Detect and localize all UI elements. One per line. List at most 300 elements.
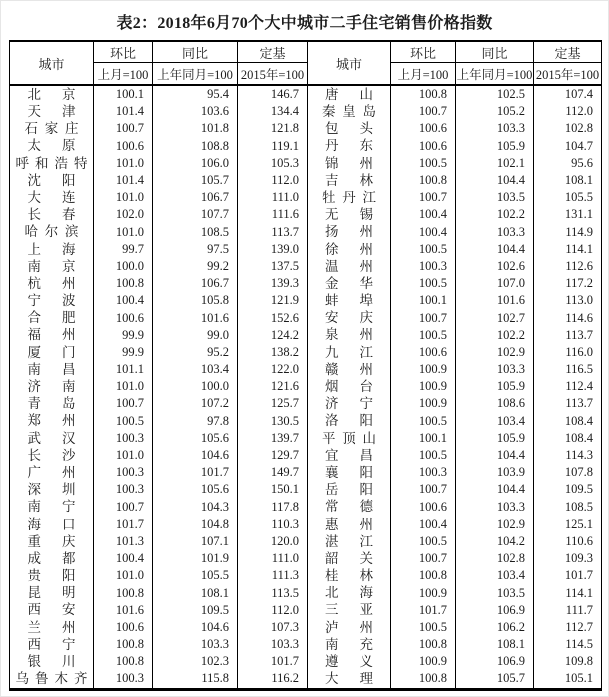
yoy-index-value: 105.8 xyxy=(153,292,238,309)
city-cell xyxy=(10,344,94,361)
city-cell xyxy=(10,206,94,223)
city-cell xyxy=(10,602,94,619)
yoy-index-value: 107.1 xyxy=(153,533,238,550)
fixed-base-index-value: 112.0 xyxy=(238,172,308,189)
mom-index-value: 100.3 xyxy=(391,464,456,481)
fixed-base-index-value: 124.2 xyxy=(238,327,308,344)
table-row xyxy=(10,670,602,689)
city-name: 西 安 xyxy=(27,602,76,618)
header-mom-right: 环比 xyxy=(391,41,456,63)
city-name: 长 沙 xyxy=(27,447,76,463)
yoy-index-value: 103.4 xyxy=(456,413,534,430)
fixed-base-index-value: 112.0 xyxy=(534,103,602,120)
fixed-base-index-value: 131.1 xyxy=(534,206,602,223)
yoy-index-value: 106.7 xyxy=(153,275,238,292)
mom-index-value: 100.6 xyxy=(94,309,153,326)
yoy-index-value: 103.3 xyxy=(153,636,238,653)
yoy-index-value: 102.6 xyxy=(456,258,534,275)
yoy-index-value: 102.2 xyxy=(456,206,534,223)
fixed-base-index-value: 111.0 xyxy=(238,550,308,567)
mom-index-value: 100.5 xyxy=(391,413,456,430)
fixed-base-index-value: 113.7 xyxy=(534,327,602,344)
mom-index-value: 100.6 xyxy=(391,120,456,137)
mom-index-value: 101.0 xyxy=(94,567,153,584)
mom-index-value: 100.5 xyxy=(391,155,456,172)
header-yoy-base-right: 上年同月=100 xyxy=(456,63,534,86)
mom-index-value: 100.6 xyxy=(391,138,456,155)
yoy-index-value: 99.0 xyxy=(153,327,238,344)
yoy-index-value: 101.6 xyxy=(153,309,238,326)
city-name: 蚌 埠 xyxy=(325,293,373,309)
header-mom-left: 环比 xyxy=(94,41,153,63)
city-name: 吉 林 xyxy=(325,172,373,188)
mom-index-value: 100.5 xyxy=(391,275,456,292)
yoy-index-value: 108.6 xyxy=(456,395,534,412)
fixed-base-index-value: 111.0 xyxy=(238,189,308,206)
fixed-base-index-value: 102.8 xyxy=(534,120,602,137)
yoy-index-value: 103.3 xyxy=(456,499,534,516)
fixed-base-index-value: 113.7 xyxy=(534,395,602,412)
city-cell xyxy=(308,224,391,241)
mom-index-value: 101.0 xyxy=(94,378,153,395)
yoy-index-value: 106.2 xyxy=(456,619,534,636)
city-name: 宜 昌 xyxy=(325,447,373,463)
table-row xyxy=(10,481,602,498)
city-name: 泉 州 xyxy=(325,327,373,343)
table-row xyxy=(10,602,602,619)
city-cell xyxy=(308,447,391,464)
fixed-base-index-value: 108.5 xyxy=(534,499,602,516)
fixed-base-index-value: 150.1 xyxy=(238,481,308,498)
city-name: 海 口 xyxy=(27,516,76,532)
yoy-index-value: 107.0 xyxy=(456,275,534,292)
city-cell xyxy=(10,464,94,481)
city-name: 秦 皇 岛 xyxy=(322,104,376,120)
yoy-index-value: 106.9 xyxy=(456,653,534,670)
city-cell xyxy=(308,395,391,412)
city-cell xyxy=(308,533,391,550)
city-cell xyxy=(308,241,391,258)
fixed-base-index-value: 105.1 xyxy=(534,670,602,689)
yoy-index-value: 103.6 xyxy=(153,103,238,120)
mom-index-value: 101.4 xyxy=(94,172,153,189)
city-name: 烟 台 xyxy=(325,379,373,395)
fixed-base-index-value: 139.7 xyxy=(238,430,308,447)
mom-index-value: 100.9 xyxy=(391,361,456,378)
fixed-base-index-value: 103.3 xyxy=(238,636,308,653)
yoy-index-value: 95.2 xyxy=(153,344,238,361)
fixed-base-index-value: 113.7 xyxy=(238,224,308,241)
yoy-index-value: 102.7 xyxy=(456,309,534,326)
city-name: 桂 林 xyxy=(325,568,373,584)
mom-index-value: 100.7 xyxy=(94,120,153,137)
mom-index-value: 99.7 xyxy=(94,241,153,258)
yoy-index-value: 104.6 xyxy=(153,447,238,464)
city-name: 大 理 xyxy=(325,671,373,687)
city-name: 洛 阳 xyxy=(325,413,373,429)
city-name: 温 州 xyxy=(325,258,373,274)
city-cell xyxy=(10,172,94,189)
city-cell xyxy=(308,481,391,498)
fixed-base-index-value: 119.1 xyxy=(238,138,308,155)
table-row xyxy=(10,516,602,533)
city-cell xyxy=(308,103,391,120)
table-row xyxy=(10,395,602,412)
city-cell xyxy=(308,413,391,430)
header-fixed-base-left: 2015年=100 xyxy=(238,63,308,86)
yoy-index-value: 101.9 xyxy=(153,550,238,567)
yoy-index-value: 105.6 xyxy=(153,481,238,498)
fixed-base-index-value: 109.3 xyxy=(534,550,602,567)
city-name: 西 宁 xyxy=(27,636,76,652)
mom-index-value: 100.8 xyxy=(391,85,456,103)
mom-index-value: 100.8 xyxy=(391,172,456,189)
mom-index-value: 100.6 xyxy=(391,344,456,361)
header-city-right: 城市 xyxy=(308,41,391,85)
table-row xyxy=(10,155,602,172)
city-cell xyxy=(308,309,391,326)
city-cell xyxy=(10,292,94,309)
city-cell xyxy=(308,516,391,533)
yoy-index-value: 104.6 xyxy=(153,619,238,636)
mom-index-value: 100.3 xyxy=(94,670,153,689)
fixed-base-index-value: 109.5 xyxy=(534,481,602,498)
city-name: 济 南 xyxy=(27,379,76,395)
yoy-index-value: 105.7 xyxy=(456,670,534,689)
yoy-index-value: 105.9 xyxy=(456,138,534,155)
mom-index-value: 101.3 xyxy=(94,533,153,550)
fixed-base-index-value: 112.0 xyxy=(238,602,308,619)
mom-index-value: 100.8 xyxy=(94,636,153,653)
yoy-index-value: 106.0 xyxy=(153,155,238,172)
mom-index-value: 101.1 xyxy=(94,361,153,378)
city-cell xyxy=(308,361,391,378)
fixed-base-index-value: 107.3 xyxy=(238,619,308,636)
city-cell xyxy=(10,550,94,567)
city-name: 上 海 xyxy=(27,241,76,257)
fixed-base-index-value: 113.0 xyxy=(534,292,602,309)
fixed-base-index-value: 138.2 xyxy=(238,344,308,361)
yoy-index-value: 102.8 xyxy=(456,550,534,567)
city-name: 厦 门 xyxy=(27,344,76,360)
header-yoy-left: 同比 xyxy=(153,41,238,63)
mom-index-value: 101.7 xyxy=(391,602,456,619)
city-name: 青 岛 xyxy=(27,396,76,412)
mom-index-value: 100.8 xyxy=(94,584,153,601)
fixed-base-index-value: 111.3 xyxy=(238,567,308,584)
fixed-base-index-value: 134.4 xyxy=(238,103,308,120)
yoy-index-value: 105.6 xyxy=(153,430,238,447)
yoy-index-value: 103.9 xyxy=(456,464,534,481)
yoy-index-value: 104.4 xyxy=(456,172,534,189)
city-cell xyxy=(10,481,94,498)
table-row xyxy=(10,464,602,481)
table-row xyxy=(10,533,602,550)
city-cell xyxy=(10,275,94,292)
city-cell xyxy=(10,138,94,155)
fixed-base-index-value: 95.6 xyxy=(534,155,602,172)
mom-index-value: 100.3 xyxy=(391,258,456,275)
city-name: 石 家 庄 xyxy=(24,121,79,137)
city-cell xyxy=(10,327,94,344)
mom-index-value: 100.1 xyxy=(391,430,456,447)
mom-index-value: 100.8 xyxy=(94,275,153,292)
city-cell xyxy=(10,533,94,550)
table-row xyxy=(10,550,602,567)
yoy-index-value: 104.4 xyxy=(456,447,534,464)
page-title: 表2：2018年6月70个大中城市二手住宅销售价格指数 xyxy=(116,15,493,32)
table-row xyxy=(10,636,602,653)
yoy-index-value: 101.7 xyxy=(153,464,238,481)
city-name: 济 宁 xyxy=(325,396,373,412)
yoy-index-value: 102.5 xyxy=(456,85,534,103)
mom-index-value: 100.4 xyxy=(94,292,153,309)
mom-index-value: 101.0 xyxy=(94,447,153,464)
fixed-base-index-value: 109.8 xyxy=(534,653,602,670)
table-row xyxy=(10,275,602,292)
city-cell xyxy=(308,567,391,584)
table-row xyxy=(10,430,602,447)
city-name: 韶 关 xyxy=(325,550,373,566)
mom-index-value: 100.7 xyxy=(391,550,456,567)
mom-index-value: 100.7 xyxy=(391,189,456,206)
city-cell xyxy=(10,378,94,395)
fixed-base-index-value: 113.5 xyxy=(238,584,308,601)
city-cell xyxy=(10,584,94,601)
city-cell xyxy=(308,670,391,689)
city-name: 常 德 xyxy=(325,499,373,515)
city-name: 南 宁 xyxy=(27,499,76,515)
yoy-index-value: 101.8 xyxy=(153,120,238,137)
yoy-index-value: 104.3 xyxy=(153,499,238,516)
city-name: 南 充 xyxy=(325,636,373,652)
yoy-index-value: 97.5 xyxy=(153,241,238,258)
city-cell xyxy=(308,275,391,292)
table-row xyxy=(10,206,602,223)
yoy-index-value: 108.5 xyxy=(153,224,238,241)
city-name: 宁 波 xyxy=(27,293,76,309)
city-cell xyxy=(308,378,391,395)
mom-index-value: 100.5 xyxy=(391,447,456,464)
header-fixed-right: 定基 xyxy=(534,41,602,63)
fixed-base-index-value: 114.9 xyxy=(534,224,602,241)
fixed-base-index-value: 146.7 xyxy=(238,85,308,103)
city-name: 郑 州 xyxy=(27,413,76,429)
yoy-index-value: 102.9 xyxy=(456,344,534,361)
fixed-base-index-value: 107.8 xyxy=(534,464,602,481)
yoy-index-value: 106.7 xyxy=(153,189,238,206)
table-row xyxy=(10,499,602,516)
city-cell xyxy=(10,636,94,653)
table-row xyxy=(10,120,602,137)
table-row xyxy=(10,85,602,103)
city-cell xyxy=(10,395,94,412)
city-name: 杭 州 xyxy=(27,275,76,291)
fixed-base-index-value: 101.7 xyxy=(238,653,308,670)
mom-index-value: 100.0 xyxy=(94,258,153,275)
table-row xyxy=(10,189,602,206)
fixed-base-index-value: 112.4 xyxy=(534,378,602,395)
city-name: 襄 阳 xyxy=(325,464,373,480)
yoy-index-value: 109.5 xyxy=(153,602,238,619)
fixed-base-index-value: 111.6 xyxy=(238,206,308,223)
fixed-base-index-value: 110.3 xyxy=(238,516,308,533)
mom-index-value: 101.0 xyxy=(94,155,153,172)
mom-index-value: 102.0 xyxy=(94,206,153,223)
yoy-index-value: 108.8 xyxy=(153,138,238,155)
city-name: 九 江 xyxy=(325,344,373,360)
city-name: 南 昌 xyxy=(27,361,76,377)
mom-index-value: 99.9 xyxy=(94,344,153,361)
mom-index-value: 100.7 xyxy=(94,499,153,516)
city-name: 平 顶 山 xyxy=(322,430,376,446)
city-cell xyxy=(10,258,94,275)
mom-index-value: 100.5 xyxy=(391,241,456,258)
fixed-base-index-value: 114.3 xyxy=(534,447,602,464)
yoy-index-value: 104.2 xyxy=(456,533,534,550)
fixed-base-index-value: 110.6 xyxy=(534,533,602,550)
header-fixed-base-right: 2015年=100 xyxy=(534,63,602,86)
city-name: 三 亚 xyxy=(325,602,373,618)
yoy-index-value: 105.5 xyxy=(153,567,238,584)
mom-index-value: 101.0 xyxy=(94,189,153,206)
table-row xyxy=(10,361,602,378)
mom-index-value: 100.8 xyxy=(391,567,456,584)
yoy-index-value: 102.1 xyxy=(456,155,534,172)
yoy-index-value: 103.5 xyxy=(456,189,534,206)
mom-index-value: 101.7 xyxy=(94,516,153,533)
city-name: 南 京 xyxy=(27,258,76,274)
yoy-index-value: 104.4 xyxy=(456,481,534,498)
mom-index-value: 100.4 xyxy=(391,224,456,241)
city-cell xyxy=(308,138,391,155)
fixed-base-index-value: 101.7 xyxy=(534,567,602,584)
mom-index-value: 100.8 xyxy=(391,636,456,653)
fixed-base-index-value: 139.0 xyxy=(238,241,308,258)
city-cell xyxy=(308,602,391,619)
mom-index-value: 100.9 xyxy=(391,395,456,412)
header-fixed-left: 定基 xyxy=(238,41,308,63)
city-cell xyxy=(10,516,94,533)
city-name: 大 连 xyxy=(27,189,76,205)
mom-index-value: 100.3 xyxy=(94,430,153,447)
city-cell xyxy=(308,292,391,309)
mom-index-value: 100.7 xyxy=(391,309,456,326)
fixed-base-index-value: 104.7 xyxy=(534,138,602,155)
mom-index-value: 100.5 xyxy=(391,619,456,636)
city-name: 唐 山 xyxy=(325,86,373,102)
city-cell xyxy=(308,120,391,137)
mom-index-value: 100.4 xyxy=(391,516,456,533)
mom-index-value: 100.7 xyxy=(94,395,153,412)
city-name: 泸 州 xyxy=(325,619,373,635)
city-cell xyxy=(308,327,391,344)
fixed-base-index-value: 139.3 xyxy=(238,275,308,292)
yoy-index-value: 102.9 xyxy=(456,516,534,533)
city-cell xyxy=(10,413,94,430)
mom-index-value: 100.1 xyxy=(94,85,153,103)
city-name: 沈 阳 xyxy=(27,172,76,188)
table-row xyxy=(10,447,602,464)
city-cell xyxy=(10,85,94,103)
fixed-base-index-value: 117.2 xyxy=(534,275,602,292)
yoy-index-value: 105.9 xyxy=(456,378,534,395)
city-name: 合 肥 xyxy=(27,310,76,326)
city-cell xyxy=(308,584,391,601)
city-name: 包 头 xyxy=(325,121,373,137)
table-row xyxy=(10,103,602,120)
mom-index-value: 101.0 xyxy=(94,224,153,241)
fixed-base-index-value: 114.5 xyxy=(534,636,602,653)
city-name: 银 川 xyxy=(27,654,76,670)
city-cell xyxy=(10,309,94,326)
table-row xyxy=(10,241,602,258)
table-row xyxy=(10,413,602,430)
fixed-base-index-value: 125.1 xyxy=(534,516,602,533)
fixed-base-index-value: 107.4 xyxy=(534,85,602,103)
city-cell xyxy=(308,344,391,361)
city-cell xyxy=(308,258,391,275)
city-name: 锦 州 xyxy=(325,155,373,171)
city-cell xyxy=(308,172,391,189)
mom-index-value: 99.9 xyxy=(94,327,153,344)
mom-index-value: 100.1 xyxy=(391,292,456,309)
fixed-base-index-value: 116.0 xyxy=(534,344,602,361)
table-row xyxy=(10,653,602,670)
yoy-index-value: 104.8 xyxy=(153,516,238,533)
city-cell xyxy=(10,224,94,241)
yoy-index-value: 107.7 xyxy=(153,206,238,223)
city-name: 岳 阳 xyxy=(325,482,373,498)
city-name: 安 庆 xyxy=(325,310,373,326)
table-row xyxy=(10,138,602,155)
table-row xyxy=(10,378,602,395)
table-row xyxy=(10,584,602,601)
mom-index-value: 100.3 xyxy=(94,464,153,481)
fixed-base-index-value: 125.7 xyxy=(238,395,308,412)
fixed-base-index-value: 112.7 xyxy=(534,619,602,636)
mom-index-value: 100.4 xyxy=(391,206,456,223)
city-cell xyxy=(10,499,94,516)
table-header xyxy=(10,41,602,85)
yoy-index-value: 95.4 xyxy=(153,85,238,103)
city-cell xyxy=(308,155,391,172)
city-cell xyxy=(10,241,94,258)
yoy-index-value: 103.3 xyxy=(456,120,534,137)
table-row xyxy=(10,172,602,189)
fixed-base-index-value: 108.4 xyxy=(534,413,602,430)
mom-index-value: 100.6 xyxy=(94,138,153,155)
mom-index-value: 100.9 xyxy=(391,653,456,670)
yoy-index-value: 101.6 xyxy=(456,292,534,309)
city-name: 扬 州 xyxy=(325,224,373,240)
yoy-index-value: 102.2 xyxy=(456,327,534,344)
mom-index-value: 100.9 xyxy=(391,378,456,395)
yoy-index-value: 103.5 xyxy=(456,584,534,601)
mom-index-value: 100.9 xyxy=(391,584,456,601)
city-cell xyxy=(308,464,391,481)
mom-index-value: 100.4 xyxy=(94,550,153,567)
table-row xyxy=(10,224,602,241)
city-cell xyxy=(308,499,391,516)
city-name: 成 都 xyxy=(27,550,76,566)
city-cell xyxy=(308,189,391,206)
fixed-base-index-value: 117.8 xyxy=(238,499,308,516)
city-name: 太 原 xyxy=(27,138,76,154)
yoy-index-value: 106.9 xyxy=(456,602,534,619)
fixed-base-index-value: 116.2 xyxy=(238,670,308,689)
city-cell xyxy=(10,103,94,120)
